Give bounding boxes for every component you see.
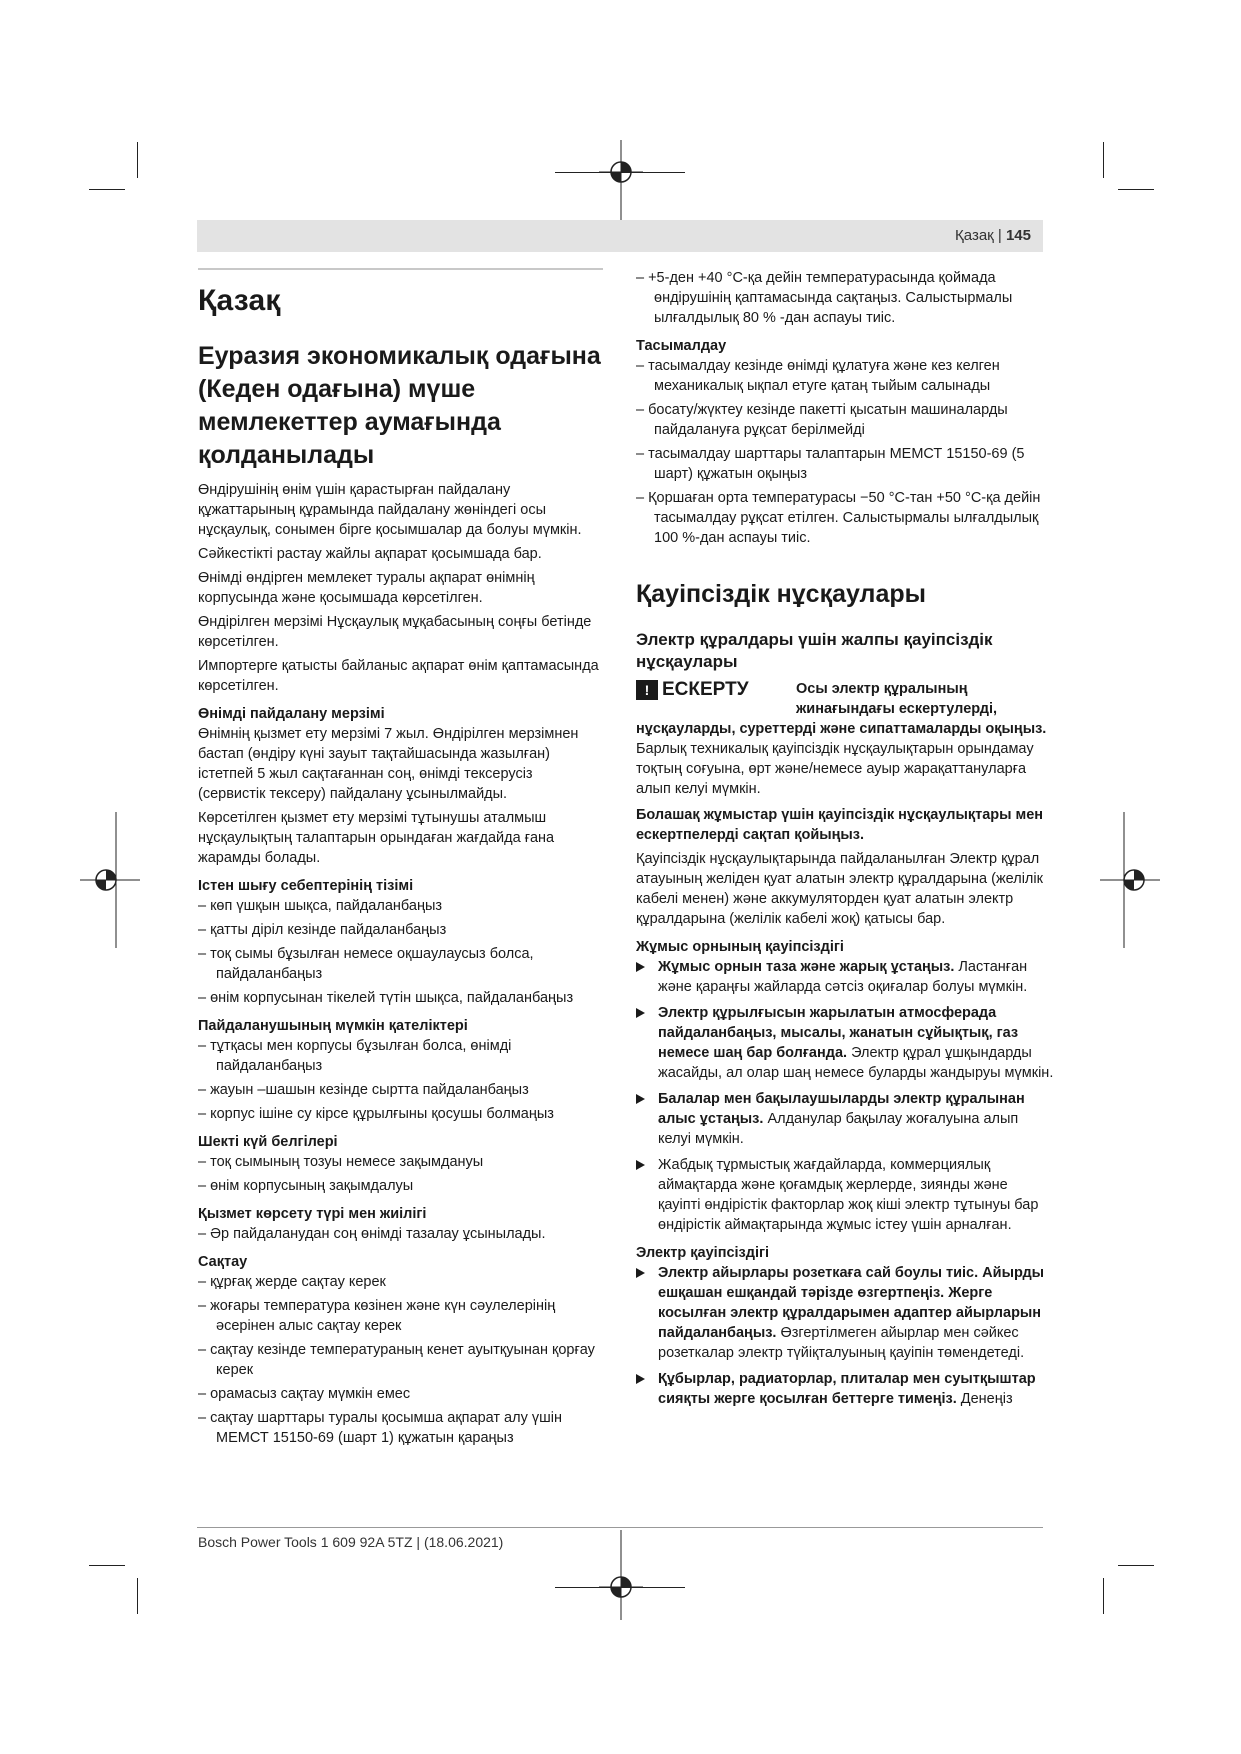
list-item: – жоғары температура көзінен және күн сәулелерінің әсерінен алыс сақтау керек: [198, 1298, 556, 1334]
list-item: [636, 1089, 1054, 1149]
subheading: Жұмыс орнының қауіпсіздігі: [636, 939, 844, 955]
service-type-list: [198, 1224, 603, 1244]
page-title: Қазақ: [198, 284, 281, 317]
storage-cont-list: [636, 268, 1054, 328]
warning-paragraph: [636, 719, 1054, 799]
bullet-arrow-icon: [636, 1094, 645, 1104]
list-item: – өнім корпусынан тікелей түтін шықса, пайдаланбаңыз: [198, 990, 574, 1006]
subsection-title: Электр құралдары үшін жалпы қауіпсіздік нұсқаулары: [636, 630, 993, 671]
list-item: – өнім корпусының зақымдалуы: [198, 1178, 414, 1194]
list-item: – +5-ден +40 °С-қа дейін температурасында қоймада өндірушінің қаптамасында сақтаңыз. Салыстырмалы ылғалдылық 80 % -дан аспауы тиіс.: [636, 270, 1013, 326]
failures-list: [198, 896, 603, 1008]
crop-mark: [1103, 142, 1104, 178]
footer-text: Bosch Power Tools 1 609 92A 5TZ | (18.06.2021): [198, 1534, 504, 1550]
item-bold: Жұмыс орнын таза және жарық ұстаңыз.: [658, 959, 955, 975]
item-text: Ластанған және қараңғы жайларда сәтсіз оқиғалар болуы мүмкін.: [658, 959, 1028, 995]
warning-label: ЕСКЕРТУ: [662, 679, 749, 700]
warning-bold-text: Осы электр құралының жинағындағы ескертулерді,: [796, 681, 998, 717]
user-errors-list: [198, 1036, 603, 1124]
list-item: – сақтау кезінде температураның кенет ауытқуынан қорғау керек: [198, 1342, 595, 1378]
page-header: [197, 220, 1043, 252]
subheading: Шекті күй белгілері: [198, 1134, 338, 1150]
limit-state-list: [198, 1152, 603, 1196]
list-item: – Әр пайдаланудан соң өнімді тазалау ұсынылады.: [198, 1226, 546, 1242]
keep-heading-text: Болашақ жұмыстар үшін қауіпсіздік нұсқаулықтары мен ескертпелерді сақтап қойыңыз.: [636, 807, 1044, 843]
warning-icon: !: [636, 680, 658, 700]
section-title: Қауіпсіздік нұсқаулары: [636, 580, 926, 608]
registration-mark-icon: [599, 140, 643, 230]
crop-mark: [137, 1578, 138, 1614]
list-item: – жауын –шашын кезінде сыртта пайдаланбаңыз: [198, 1082, 529, 1098]
list-item: – орамасыз сақтау мүмкін емес: [198, 1386, 411, 1402]
item-text: Алданулар бақылау жоғалуына алып келуі мүмкін.: [658, 1111, 1019, 1147]
subheading: Өнімді пайдалану мерзімі: [198, 706, 385, 722]
item-text: Өзгертілмеген айырлар мен сәйкес розеткалар электр түйіқталуының қауіпін төмендетеді.: [658, 1325, 1025, 1361]
item-bold: Құбырлар, радиаторлар, плиталар мен суытқыштар сияқты жерге қосылған беттерге тимеңіз.: [658, 1371, 1036, 1407]
page-number: 145: [1005, 227, 1031, 244]
subheading: Электр қауіпсіздігі: [636, 1245, 770, 1261]
warning-bold-cont: нұсқауларды, суреттерді және сипаттамаларды оқыңыз.: [636, 721, 1047, 737]
list-item: [636, 1263, 1054, 1363]
paragraph: Көрсетілген қызмет ету мерзімі тұтынушы аталмыш нұсқаулықтың талаптарын орындаған жағдайда ғана жарамды болады.: [198, 810, 555, 866]
list-item: – тоқ сымы бұзылған немесе оқшаулаусыз болса, пайдаланбаңыз: [198, 946, 534, 982]
subheading: Пайдаланушының мүмкін қателіктері: [198, 1018, 468, 1034]
right-column: [636, 268, 1054, 1415]
list-item: – көп үшқын шықса, пайдаланбаңыз: [198, 898, 443, 914]
list-item: – тасымалдау кезінде өнімді құлатуға және кез келген механикалық ықпал етуге қатаң тыйым салынады: [636, 358, 1000, 394]
list-item: – тасымалдау шарттары талаптарын МЕМСТ 15150-69 (5 шарт) құжатын оқыңыз: [636, 446, 1025, 482]
list-item: – қатты діріл кезінде пайдаланбаңыз: [198, 922, 447, 938]
bullet-arrow-icon: [636, 1374, 645, 1384]
crop-mark: [555, 172, 685, 173]
crop-mark: [1118, 1565, 1154, 1566]
item-bold: Электр құрылғысын жарылатын атмосферада пайдаланбаңыз, мысалы, жанатын сұйықтық, газ немесе шаң бар болғанда.: [658, 1005, 1019, 1061]
storage-list: [198, 1272, 603, 1448]
list-item: [636, 1369, 1054, 1409]
crop-mark: [89, 189, 125, 190]
electrical-list: [636, 1263, 1054, 1409]
list-item: – Қоршаған орта температурасы −50 °С-тан +50 °С-қа дейін тасымалдау рұқсат етілген. Салыстырмалы ылғалдылық 100 %-дан аспауы тиіс.: [636, 490, 1041, 546]
footer-divider: [197, 1527, 1043, 1528]
warning-block: [636, 679, 1054, 719]
bullet-arrow-icon: [636, 962, 645, 972]
list-item: [636, 957, 1054, 997]
subheading: Қызмет көрсету түрі мен жиілігі: [198, 1206, 427, 1222]
list-item: – тоқ сымының тозуы немесе зақымдануы: [198, 1154, 484, 1170]
registration-mark-icon: [80, 812, 140, 948]
crop-mark: [137, 142, 138, 178]
paragraph: Сәйкестікті растау жайлы ақпарат қосымшада бар.: [198, 546, 542, 562]
paragraph: Өндірілген мерзімі Нұсқаулық мұқабасының соңғы бетінде көрсетілген.: [198, 614, 592, 650]
list-item: [636, 1155, 1054, 1235]
crop-mark: [555, 1587, 685, 1588]
keep-heading: [636, 805, 1054, 845]
paragraph: Өндірушінің өнім үшін қарастырған пайдалану құжаттарының құрамында пайдалану жөніндегі осы нұсқаулық, сонымен бірге қосымшалар да болуы мүмкін.: [198, 482, 582, 538]
registration-mark-icon: [599, 1530, 643, 1620]
subheading: Тасымалдау: [636, 338, 727, 354]
left-column: [198, 268, 603, 1452]
list-item: – тұтқасы мен корпусы бұзылған болса, өнімді пайдаланбаңыз: [198, 1038, 512, 1074]
list-item: – босату/жүктеу кезінде пакетті қысатын машиналарды пайдалануға рұқсат берілмейді: [636, 402, 1008, 438]
registration-mark-icon: [1100, 812, 1160, 948]
item-text: Денеңіз: [956, 1391, 1013, 1407]
item-text: Электр құрал ұшқындарды жасайды, ал олар шаң немесе буларды жандыруы мүмкін.: [658, 1045, 1054, 1081]
crop-mark: [1103, 1578, 1104, 1614]
workplace-list: [636, 957, 1054, 1235]
item-text: Жабдық тұрмыстық жағдайларда, коммерциялық аймақтарда және қоғамдық жерлерде, зиянды және қауіпті өндірістік факторлар жоқ кіші электр тұтынуы бар өндірістік аймақтарында жұмыс істеу үшін арналған.: [658, 1157, 1039, 1233]
subheading: Істен шығу себептерінің тізімі: [198, 878, 414, 894]
paragraph: Өнімнің қызмет ету мерзімі 7 жыл. Өндірілген мерзімнен бастап (өндіру күні зауыт тақтайшасында жазылған) істетпей 5 жыл сақтағаннан соң, өнімді тексерусіз (сервистік тексеру) пайдалану ұсынылмайды.: [198, 726, 579, 802]
transport-list: [636, 356, 1054, 548]
list-item: – сақтау шарттары туралы қосымша ақпарат алу үшін МЕМСТ 15150-69 (шарт 1) құжатын қараңыз: [198, 1410, 562, 1446]
subheading: Сақтау: [198, 1254, 248, 1270]
section-title: Еуразия экономикалық одағына (Кеден одағына) мүше мемлекеттер аумағында қолданылады: [198, 342, 601, 469]
list-item: [636, 1003, 1054, 1083]
bullet-arrow-icon: [636, 1008, 645, 1018]
crop-mark: [1118, 189, 1154, 190]
paragraph: Импортерге қатысты байланыс ақпарат өнім қаптамасында көрсетілген.: [198, 658, 599, 694]
warning-badge: [636, 679, 796, 701]
crop-mark: [89, 1565, 125, 1566]
header-section: Қазақ: [955, 227, 994, 244]
paragraph: Қауіпсіздік нұсқаулықтарында пайдаланылған Электр құрал атауының желіден қуат алатын электр құралдарына (желілік кабелі менен) және аккумуляторден қуат алатын электр құралдарына (желілік кабелі жоқ) қатысы бар.: [636, 851, 1043, 927]
list-item: – корпус ішіне су кірсе құрылғыны қосушы болмаңыз: [198, 1106, 554, 1122]
paragraph: Өнімді өндірген мемлекет туралы ақпарат өнімнің корпусында және қосымшада көрсетілген.: [198, 570, 535, 606]
warning-text: Барлық техникалық қауіпсіздік нұсқаулықтарын орындамау тоқтың соғуына, өрт және/немесе ауыр жарақаттануларға алып келуі мүмкін.: [636, 741, 1034, 797]
divider: [198, 268, 603, 270]
bullet-arrow-icon: [636, 1160, 645, 1170]
item-bold: Электр айырлары розеткаға сай боулы тиіс. Айырды ешқашан ешқандай тәрізде өзгертпеңіз. Жерге косылған электр құралдарымен адаптер айырларын пайдаланбаңыз.: [658, 1265, 1045, 1341]
header-text: Қазақ | 145: [955, 227, 1031, 244]
list-item: – құрғақ жерде сақтау керек: [198, 1274, 386, 1290]
item-bold: Балалар мен бақылаушыларды электр құралынан алыс ұстаңыз.: [658, 1091, 1025, 1127]
bullet-arrow-icon: [636, 1268, 645, 1278]
